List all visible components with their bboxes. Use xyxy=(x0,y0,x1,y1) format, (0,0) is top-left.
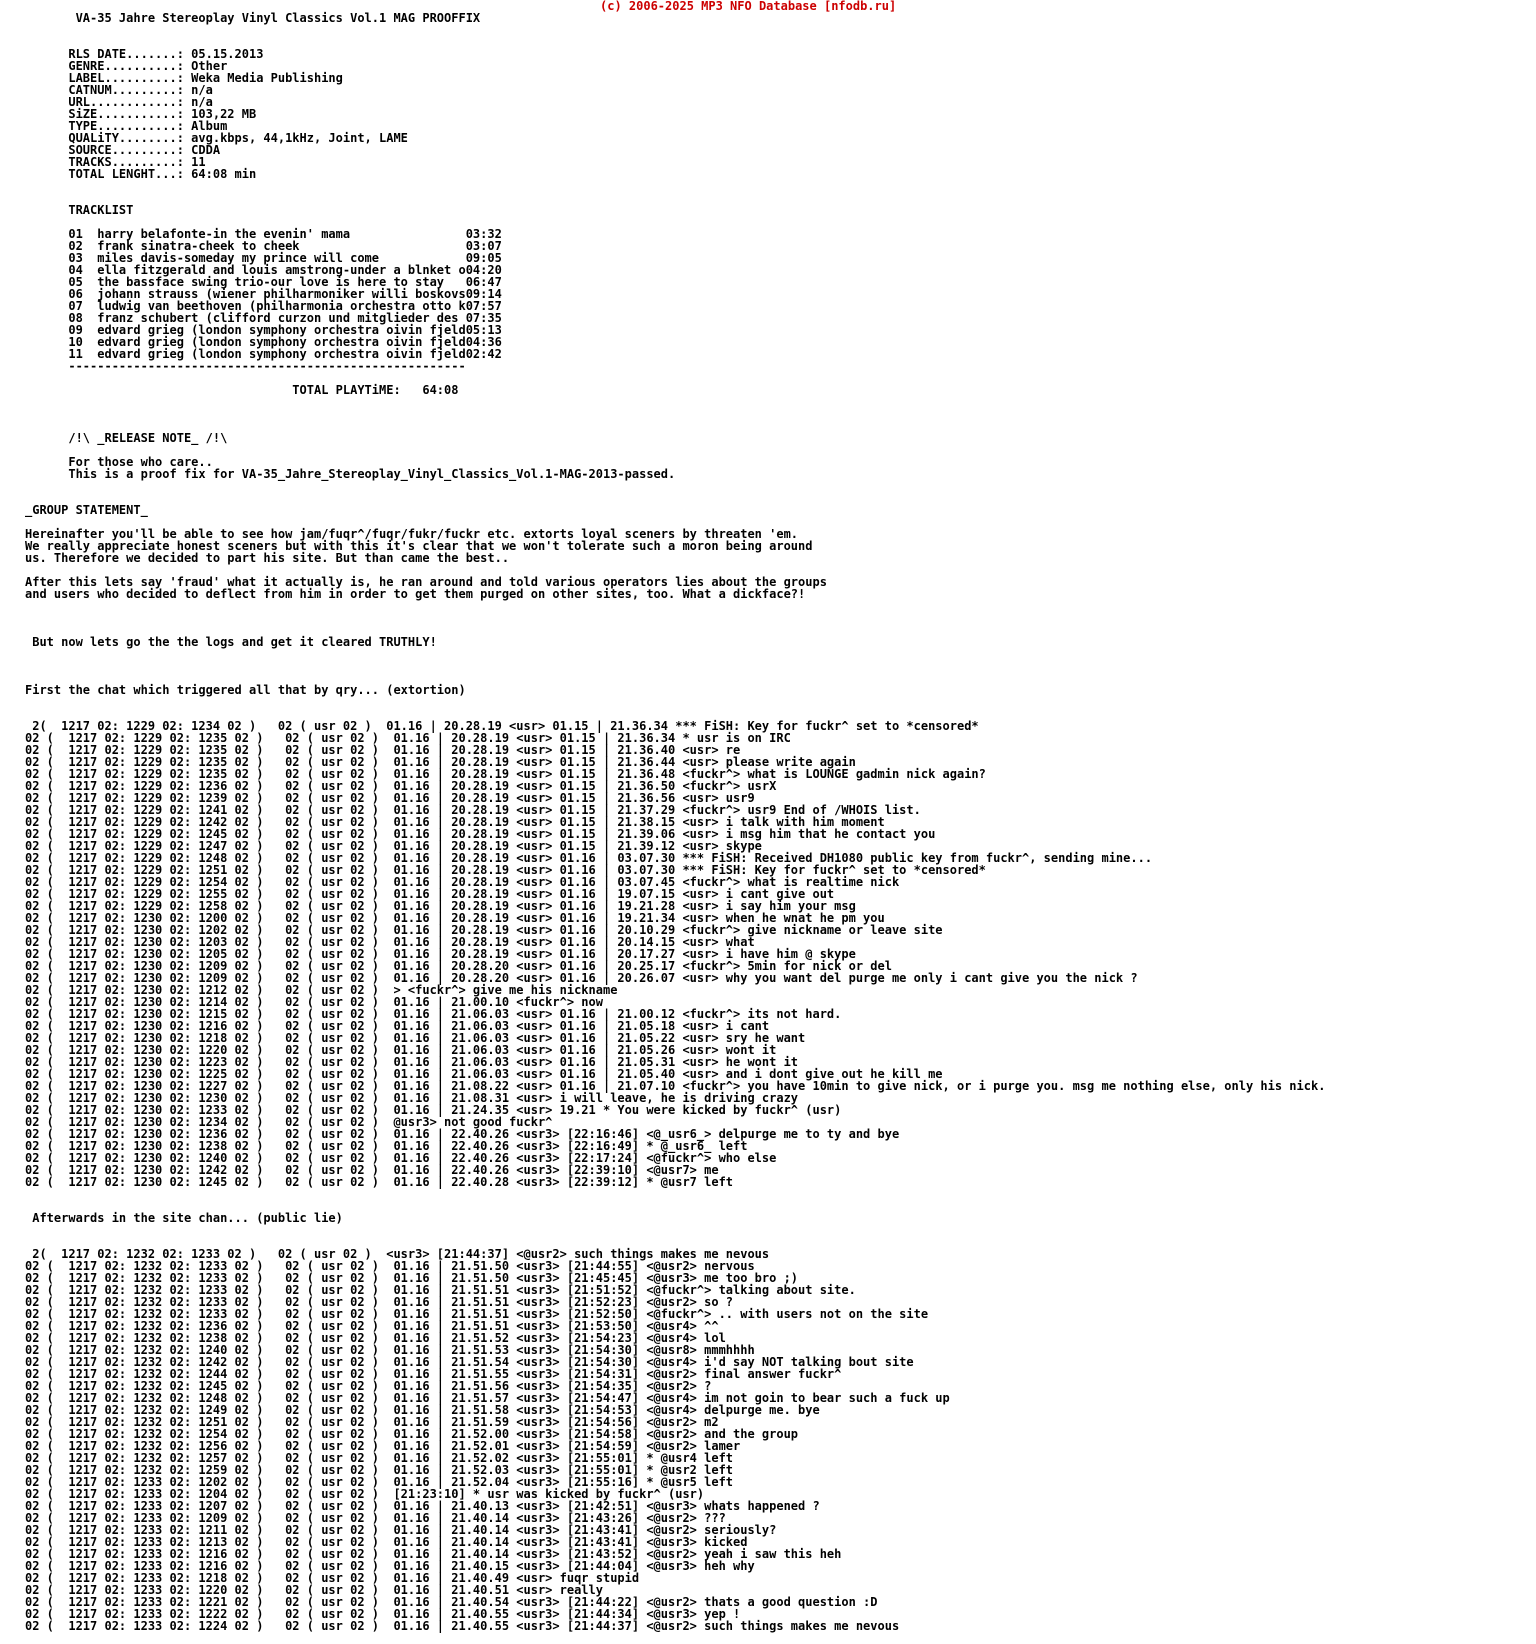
nfo-text: VA-35 Jahre Stereoplay Vinyl Classics Vol.1 MAG PROOFFIX RLS DATE.......: 05.15.2013 GENRE..........: Other LABEL..........: Weka Media Publishing CATNUM.........: n/a URL............: n/a SiZE...........: 103,22 MB TYPE...........: Album QUALiTY........: avg.kbps, 44,1kHz, Joint, LAME SOURCE.........: CDDA TRACKS.........: 11 TOTAL LENGHT...: 64:08 min TRACKLIST 01 harry belafonte-in the evenin' mama 03:32 02 frank sinatra-cheek to cheek 03:07 03 miles davis-someday my prince will come 09:05 04 ella fitzgerald and louis amstrong-under a blnket o04:20 05 the bassface swing trio-our love is here to stay 06:47 06 johann strauss (wiener philharmoniker willi boskovs09:14 07 ludwig van beethoven (philharmonia orchestra otto k07:57 08 franz schubert (clifford curzon und mitglieder des 07:35 09 edvard grieg (london symphony orchestra oivin fjeld05:13 10 edvard grieg (london symphony orchestra oivin fjeld04:36 11 edvard grieg (london symphony orchestra oivin fjeld02:42 ------------------------------------------------------- TOTAL PLAYTiME: 64:08 /!\ _RELEASE NOTE_ /!\ For those who care.. This is a proof fix for VA-35_Jahre_Stereoplay_Vinyl_Classics_Vol.1-MAG-2013-passed. _GROUP STATEMENT_ Hereinafter you'll be able to see how jam/fuqr^/fuqr/fukr/fuckr etc. extorts loyal sceners by threaten 'em. We really appreciate honest sceners but with this it's clear that we won't tolerate such a moron being around us. Therefore we decided to part his site. But than came the best.. After this lets say 'fraud' what it actually is, he ran around and told various operators lies about the groups and users who decided to deflect from him in order to get them purged on other sites, too. What a dickface?! But now lets go the the logs and get it cleared TRUTHLY! First the chat which triggered all that by qry... (extortion) 2( 1217 02: 1229 02: 1234 02 ) 02 ( usr 02 ) 01.16 | 20.28.19 <usr> 01.15 | 21.36.34 *** FiSH: Key for fuckr^ set to *censored* 02 ( 1217 02: 1229 02: 1235 02 ) 02 ( usr 02 ) 01.16 | 20.28.19 <usr> 01.15 | 21.36.34 * usr is on IRC 02 ( 1217 02: 1229 02: 1235 02 ) 02 ( usr 02 ) 01.16 | 20.28.19 <usr> 01.15 | 21.36.40 <usr> re 02 ( 1217 02: 1229 02: 1235 02 ) 02 ( usr 02 ) 01.16 | 20.28.19 <usr> 01.15 | 21.36.44 <usr> please write again 02 ( 1217 02: 1229 02: 1235 02 ) 02 ( usr 02 ) 01.16 | 20.28.19 <usr> 01.15 | 21.36.48 <fuckr^> what is LOUNGE gadmin nick again? 02 ( 1217 02: 1229 02: 1236 02 ) 02 ( usr 02 ) 01.16 | 20.28.19 <usr> 01.15 | 21.36.50 <fuckr^> usrX 02 ( 1217 02: 1229 02: 1239 02 ) 02 ( usr 02 ) 01.16 | 20.28.19 <usr> 01.15 | 21.36.56 <usr> usr9 02 ( 1217 02: 1229 02: 1241 02 ) 02 ( usr 02 ) 01.16 | 20.28.19 <usr> 01.15 | 21.37.29 <fuckr^> usr9 End of /WHOIS list. 02 ( 1217 02: 1229 02: 1242 02 ) 02 ( usr 02 ) 01.16 | 20.28.19 <usr> 01.15 | 21.38.15 <usr> i talk with him moment 02 ( 1217 02: 1229 02: 1245 02 ) 02 ( usr 02 ) 01.16 | 20.28.19 <usr> 01.15 | 21.39.06 <usr> i msg him that he contact you 02 ( 1217 02: 1229 02: 1247 02 ) 02 ( usr 02 ) 01.16 | 20.28.19 <usr> 01.15 | 21.39.12 <usr> skype 02 ( 1217 02: 1229 02: 1248 02 ) 02 ( usr 02 ) 01.16 | 20.28.19 <usr> 01.16 | 03.07.30 *** FiSH: Received DH1080 public key from fuckr^, sending mine... 02 ( 1217 02: 1229 02: 1251 02 ) 02 ( usr 02 ) 01.16 | 20.28.19 <usr> 01.16 | 03.07.30 *** FiSH: Key for fuckr^ set to *censored* 02 ( 1217 02: 1229 02: 1254 02 ) 02 ( usr 02 ) 01.16 | 20.28.19 <usr> 01.16 | 03.07.45 <fuckr^> what is realtime nick 02 ( 1217 02: 1229 02: 1255 02 ) 02 ( usr 02 ) 01.16 | 20.28.19 <usr> 01.16 | 19.07.15 <usr> i cant give out 02 ( 1217 02: 1229 02: 1258 02 ) 02 ( usr 02 ) 01.16 | 20.28.19 <usr> 01.16 | 19.21.28 <usr> i say him your msg 02 ( 1217 02: 1230 02: 1200 02 ) 02 ( usr 02 ) 01.16 | 20.28.19 <usr> 01.16 | 19.21.34 <usr> when he wnat he pm you 02 ( 1217 02: 1230 02: 1202 02 ) 02 ( usr 02 ) 01.16 | 20.28.19 <usr> 01.16 | 20.10.29 <fuckr^> give nickname or leave site 02 ( 1217 02: 1230 02: 1203 02 ) 02 ( usr 02 ) 01.16 | 20.28.19 <usr> 01.16 | 20.14.15 <usr> what 02 ( 1217 02: 1230 02: 1205 02 ) 02 ( usr 02 ) 01.16 | 20.28.19 <usr> 01.16 | 20.17.27 <usr> i have him @ skype 02 ( 1217 02: 1230 02: 1209 02 ) 02 ( usr 02 ) 01.16 | 20.28.20 <usr> 01.16 | 20.25.17 <fuckr^> 5min for nick or del 02 ( 1217 02: 1230 02: 1209 02 ) 02 ( usr 02 ) 01.16 | 20.28.20 <usr> 01.16 | 20.26.07 <usr> why you want del purge me only i cant give you the nick ? 02 ( 1217 02: 1230 02: 1212 02 ) 02 ( usr 02 ) > <fuckr^> give me his nickname 02 ( 1217 02: 1230 02: 1214 02 ) 02 ( usr 02 ) 01.16 | 21.00.10 <fuckr^> now 02 ( 1217 02: 1230 02: 1215 02 ) 02 ( usr 02 ) 01.16 | 21.06.03 <usr> 01.16 | 21.00.12 <fuckr^> its not hard. 02 ( 1217 02: 1230 02: 1216 02 ) 02 ( usr 02 ) 01.16 | 21.06.03 <usr> 01.16 | 21.05.18 <usr> i cant 02 ( 1217 02: 1230 02: 1218 02 ) 02 ( usr 02 ) 01.16 | 21.06.03 <usr> 01.16 | 21.05.22 <usr> sry he want 02 ( 1217 02: 1230 02: 1220 02 ) 02 ( usr 02 ) 01.16 | 21.06.03 <usr> 01.16 | 21.05.26 <usr> wont it 02 ( 1217 02: 1230 02: 1223 02 ) 02 ( usr 02 ) 01.16 | 21.06.03 <usr> 01.16 | 21.05.31 <usr> he wont it 02 ( 1217 02: 1230 02: 1225 02 ) 02 ( usr 02 ) 01.16 | 21.06.03 <usr> 01.16 | 21.05.40 <usr> and i dont give out he kill me 02 ( 1217 02: 1230 02: 1227 02 ) 02 ( usr 02 ) 01.16 | 21.08.22 <usr> 01.16 | 21.07.10 <fuckr^> you have 10min to give nick, or i purge you. msg me nothing else, only his nick. 02 ( 1217 02: 1230 02: 1230 02 ) 02 ( usr 02 ) 01.16 | 21.08.31 <usr> i will leave, he is driving crazy 02 ( 1217 02: 1230 02: 1233 02 ) 02 ( usr 02 ) 01.16 | 21.24.35 <usr> 19.21 * You were kicked by fuckr^ (usr) 02 ( 1217 02: 1230 02: 1234 02 ) 02 ( usr 02 ) @usr3> not good fuckr^ 02 ( 1217 02: 1230 02: 1236 02 ) 02 ( usr 02 ) 01.16 | 22.40.26 <usr3> [22:16:46] <@_usr6_> delpurge me to ty and bye 02 ( 1217 02: 1230 02: 1238 02 ) 02 ( usr 02 ) 01.16 | 22.40.26 <usr3> [22:16:49] * @_usr6_ left 02 ( 1217 02: 1230 02: 1240 02 ) 02 ( usr 02 ) 01.16 | 22.40.26 <usr3> [22:17:24] <@fuckr^> who else 02 ( 1217 02: 1230 02: 1242 02 ) 02 ( usr 02 ) 01.16 | 22.40.26 <usr3> [22:39:10] <@usr7> me 02 ( 1217 02: 1230 02: 1245 02 ) 02 ( usr 02 ) 01.16 | 22.40.28 <usr3> [22:39:12] * @usr7 left Afterwards in the site chan... (public lie) 2( 1217 02: 1232 02: 1233 02 ) 02 ( usr 02 ) <usr3> [21:44:37] <@usr2> such things makes me nevous 02 ( 1217 02: 1232 02: 1233 02 ) 02 ( usr 02 ) 01.16 | 21.51.50 <usr3> [21:44:55] <@usr2> nervous 02 ( 1217 02: 1232 02: 1233 02 ) 02 ( usr 02 ) 01.16 | 21.51.50 <usr3> [21:45:45] <@usr3> me too bro ;) 02 ( 1217 02: 1232 02: 1233 02 ) 02 ( usr 02 ) 01.16 | 21.51.51 <usr3> [21:51:52] <@fuckr^> talking about site. 02 ( 1217 02: 1232 02: 1233 02 ) 02 ( usr 02 ) 01.16 | 21.51.51 <usr3> [21:52:23] <@usr2> so ? 02 ( 1217 02: 1232 02: 1233 02 ) 02 ( usr 02 ) 01.16 | 21.51.51 <usr3> [21:52:50] <@fuckr^> .. with users not on the site 02 ( 1217 02: 1232 02: 1236 02 ) 02 ( usr 02 ) 01.16 | 21.51.51 <usr3> [21:53:50] <@usr4> ^^ 02 ( 1217 02: 1232 02: 1238 02 ) 02 ( usr 02 ) 01.16 | 21.51.52 <usr3> [21:54:23] <@usr4> lol 02 ( 1217 02: 1232 02: 1240 02 ) 02 ( usr 02 ) 01.16 | 21.51.53 <usr3> [21:54:30] <@usr8> mmmhhhh 02 ( 1217 02: 1232 02: 1242 02 ) 02 ( usr 02 ) 01.16 | 21.51.54 <usr3> [21:54:30] <@usr4> i'd say NOT talking bout site 02 ( 1217 02: 1232 02: 1244 02 ) 02 ( usr 02 ) 01.16 | 21.51.55 <usr3> [21:54:31] <@usr2> final answer fuckr^ 02 ( 1217 02: 1232 02: 1245 02 ) 02 ( usr 02 ) 01.16 | 21.51.56 <usr3> [21:54:35] <@usr2> ? 02 ( 1217 02: 1232 02: 1248 02 ) 02 ( usr 02 ) 01.16 | 21.51.57 <usr3> [21:54:47] <@usr4> im not goin to bear such a fuck up 02 ( 1217 02: 1232 02: 1249 02 ) 02 ( usr 02 ) 01.16 | 21.51.58 <usr3> [21:54:53] <@usr4> delpurge me. bye 02 ( 1217 02: 1232 02: 1251 02 ) 02 ( usr 02 ) 01.16 | 21.51.59 <usr3> [21:54:56] <@usr2> m2 02 ( 1217 02: 1232 02: 1254 02 ) 02 ( usr 02 ) 01.16 | 21.52.00 <usr3> [21:54:58] <@usr2> and the group 02 ( 1217 02: 1232 02: 1256 02 ) 02 ( usr 02 ) 01.16 | 21.52.01 <usr3> [21:54:59] <@usr2> lamer 02 ( 1217 02: 1232 02: 1257 02 ) 02 ( usr 02 ) 01.16 | 21.52.02 <usr3> [21:55:01] * @usr4 left 02 ( 1217 02: 1232 02: 1259 02 ) 02 ( usr 02 ) 01.16 | 21.52.03 <usr3> [21:55:01] * @usr2 left 02 ( 1217 02: 1233 02: 1202 02 ) 02 ( usr 02 ) 01.16 | 21.52.04 <usr3> [21:55:16] * @usr5 left 02 ( 1217 02: 1233 02: 1204 02 ) 02 ( usr 02 ) [21:23:10] * usr was kicked by fuckr^ (usr) 02 ( 1217 02: 1233 02: 1207 02 ) 02 ( usr 02 ) 01.16 | 21.40.13 <usr3> [21:42:51] <@usr3> whats happened ? 02 ( 1217 02: 1233 02: 1209 02 ) 02 ( usr 02 ) 01.16 | 21.40.14 <usr3> [21:43:26] <@usr2> ??? 02 ( 1217 02: 1233 02: 1211 02 ) 02 ( usr 02 ) 01.16 | 21.40.14 <usr3> [21:43:41] <@usr2> seriously? 02 ( 1217 02: 1233 02: 1213 02 ) 02 ( usr 02 ) 01.16 | 21.40.14 <usr3> [21:43:41] <@usr3> kicked 02 ( 1217 02: 1233 02: 1216 02 ) 02 ( usr 02 ) 01.16 | 21.40.14 <usr3> [21:43:52] <@usr2> yeah i saw this heh 02 ( 1217 02: 1233 02: 1216 02 ) 02 ( usr 02 ) 01.16 | 21.40.15 <usr3> [21:44:04] <@usr3> heh why 02 ( 1217 02: 1233 02: 1218 02 ) 02 ( usr 02 ) 01.16 | 21.40.49 <usr> fuqr stupid 02 ( 1217 02: 1233 02: 1220 02 ) 02 ( usr 02 ) 01.16 | 21.40.51 <usr> really 02 ( 1217 02: 1233 02: 1221 02 ) 02 ( usr 02 ) 01.16 | 21.40.54 <usr3> [21:44:22] <@usr2> thats a good question :D 02 ( 1217 02: 1233 02: 1222 02 ) 02 ( usr 02 ) 01.16 | 21.40.55 <usr3> [21:44:34] <@usr3> yep ! 02 ( 1217 02: 1233 02: 1224 02 ) 02 ( usr 02 ) 01.16 | 21.40.55 <usr3> [21:44:37] <@usr2> such things makes me nevous xyxy=(25,11,1326,1633)
site-header-label: (c) 2006-2025 MP3 NFO Database [nfodb.ru] xyxy=(600,0,897,13)
